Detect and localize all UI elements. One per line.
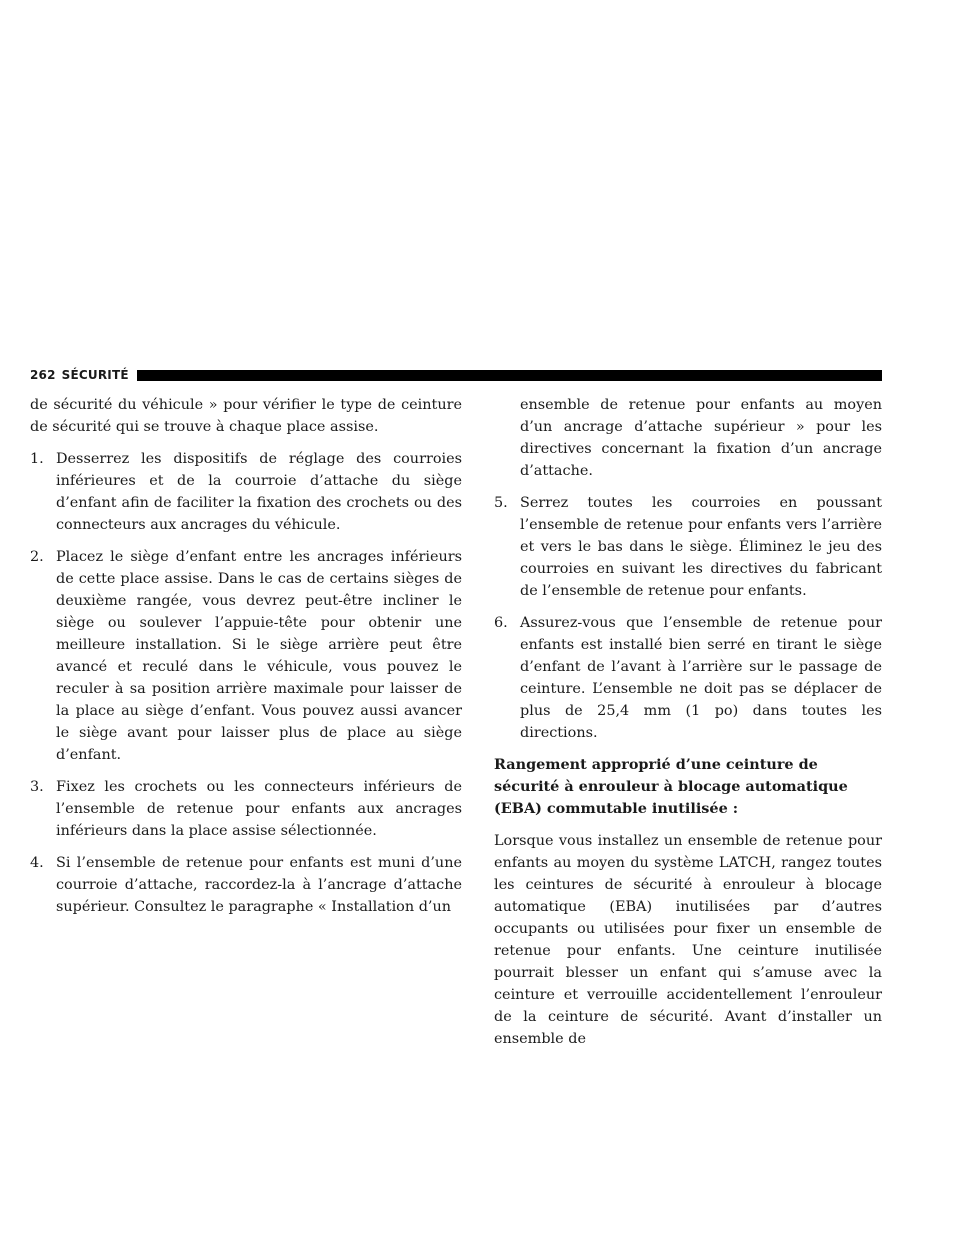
page-number: 262 [30,368,56,382]
list-item-number: 4. [30,855,44,871]
list-item-text: Placez le siège d’enfant entre les ancrages inférieurs de cette place assise. Dans le cas de certains sièges de deuxième rangée, vous devrez peut-être incliner le siège ou soulever l’appuie-tête pour obtenir une meilleure installation. Si le siège arrière peut être avancé et reculé dans le véhicule, vous pouvez le reculer à sa position arrière maximale pour laisser de la place au siège d’enfant. Vous pouvez aussi avancer le siège avant pour laisser plus de place au siège d’enfant. [56,549,462,763]
list-item-text: Si l’ensemble de retenue pour enfants est muni d’une courroie d’attache, raccordez-la à l’ancrage d’attache supérieur. Consultez le paragraphe « Installation d’un [56,855,462,915]
page-header [30,368,882,382]
list-item-text: Serrez toutes les courroies en poussant l’ensemble de retenue pour enfants vers l’arrière et vers le bas dans le siège. Éliminez le jeu des courroies en suivant les directives du fabricant de l’ensemble de retenue pour enfants. [520,495,882,599]
list-item-number: 3. [30,779,44,795]
list-item-text: Desserrez les dispositifs de réglage des courroies inférieures et de la courroie d’attache du siège d’enfant afin de faciliter la fixation des crochets ou des connecteurs aux ancrages du véhicule. [56,451,462,533]
list-item [30,448,462,536]
list-item [494,492,882,602]
list-item-text: Fixez les crochets ou les connecteurs inférieurs de l’ensemble de retenue pour enfants aux ancrages inférieurs dans la place assise sélectionnée. [56,779,462,839]
list-item [30,852,462,918]
list-item-number: 1. [30,451,44,467]
body-paragraph: Lorsque vous installez un ensemble de retenue pour enfants au moyen du système LATCH, rangez toutes les ceintures de sécurité à enrouleur à blocage automatique (EBA) inutilisées par d’autres occupants ou utilisées pour fixer un ensemble de retenue pour enfants. Une ceinture inutilisée pourrait blesser un enfant qui s’amuse avec la ceinture et verrouille accidentellement l’enrouleur de la ceinture de sécurité. Avant d’installer un ensemble de [494,833,882,1047]
list-item [30,546,462,766]
section-title: SÉCURITÉ [61,368,129,382]
section-heading: Rangement approprié d’une ceinture de sécurité à enrouleur à blocage automatique (EBA) commutable inutilisée : [494,756,848,817]
intro-paragraph: de sécurité du véhicule » pour vérifier le type de ceinture de sécurité qui se trouve à chaque place assise. [30,397,462,435]
list-item [494,612,882,744]
list-item-number: 2. [30,549,44,565]
list-item-number: 5. [494,495,508,511]
header-rule [137,370,882,381]
list-item-text: Assurez-vous que l’ensemble de retenue pour enfants est installé bien serré en tirant le siège d’enfant de l’avant à l’arrière sur le passage de ceinture. L’ensemble ne doit pas se déplacer de plus de 25,4 mm (1 po) dans toutes les directions. [520,615,882,741]
list-item [30,776,462,842]
continued-item-text: ensemble de retenue pour enfants au moyen d’un ancrage d’attache supérieur » pour les directives concernant la fixation d’un ancrage d’attache. [520,397,882,479]
list-item-number: 6. [494,615,508,631]
left-column [30,394,462,928]
right-column [494,394,882,1060]
